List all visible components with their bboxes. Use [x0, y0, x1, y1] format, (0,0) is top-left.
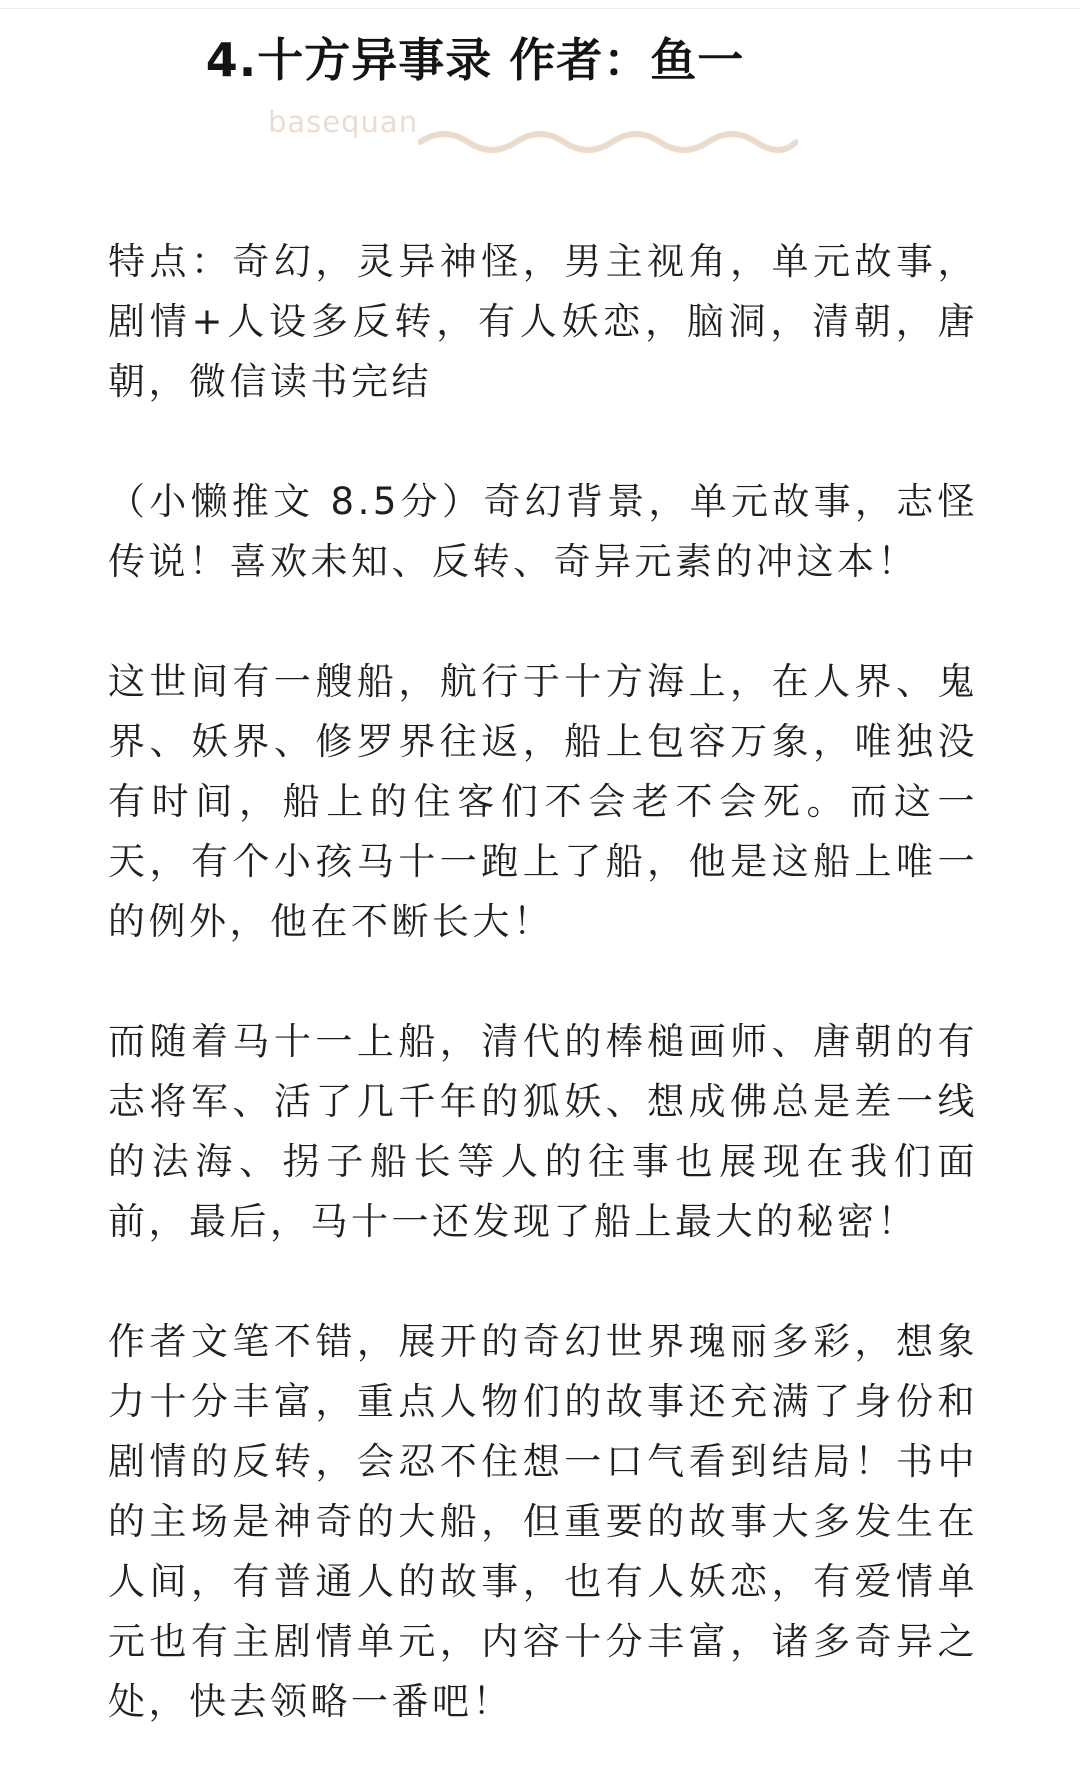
article-header	[0, 22, 1080, 142]
paragraph-characters: 而随着马十一上船，清代的棒槌画师、唐朝的有志将军、活了几千年的狐妖、想成佛总是差一线的法海、拐子船长等人的往事也展现在我们面前，最后，马十一还发现了船上最大的秘密！	[108, 1020, 978, 1243]
wave-divider-icon	[418, 122, 798, 162]
watermark-text: basequan	[268, 105, 419, 139]
paragraph-features: 特点：奇幻，灵异神怪，男主视角，单元故事，剧情+人设多反转，有人妖恋，脑洞，清朝，唐朝，微信读书完结	[108, 240, 978, 403]
paragraph-review: 作者文笔不错，展开的奇幻世界瑰丽多彩，想象力十分丰富，重点人物们的故事还充满了身份和剧情的反转，会忍不住想一口气看到结局！书中的主场是神奇的大船，但重要的故事大多发生在人间，有普通人的故事，也有人妖恋，有爱情单元也有主剧情单元，内容十分丰富，诸多奇异之处，快去领略一番吧！	[108, 1320, 978, 1723]
page-title: 4.十方异事录 作者：鱼一	[205, 33, 745, 87]
paragraph-synopsis: 这世间有一艘船，航行于十方海上，在人界、鬼界、妖界、修罗界往返，船上包容万象，唯独没有时间，船上的住客们不会老不会死。而这一天，有个小孩马十一跑上了船，他是这船上唯一的例外，他在不断长大！	[108, 660, 978, 943]
paragraph-rating: （小懒推文 8.5分）奇幻背景，单元故事，志怪传说！喜欢未知、反转、奇异元素的冲这本！	[108, 480, 978, 583]
top-divider-line	[0, 8, 1080, 9]
article-body	[108, 232, 978, 1732]
